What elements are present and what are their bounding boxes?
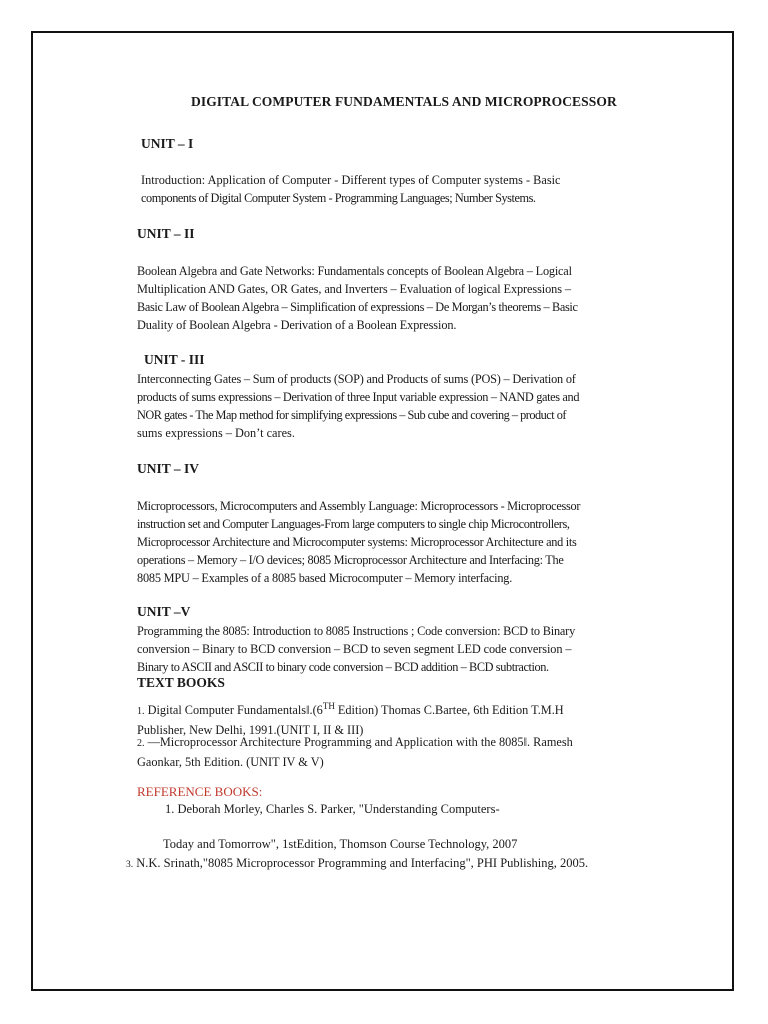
text-book-1-details: Edition) Thomas C.Bartee, 6th Edition T.M.H (334, 703, 564, 718)
unit-5-text (137, 622, 575, 676)
unit-4-line-4: operations – Memory – I/O devices; 8085 Microprocessor Architecture and Interfacing: The (137, 553, 564, 567)
unit-5-line-3: Binary to ASCII and ASCII to binary code conversion – BCD addition – BCD subtraction. (137, 660, 549, 674)
unit-3-heading: UNIT - III (144, 352, 205, 367)
text-book-2 (137, 733, 573, 771)
unit-2-line-4: Duality of Boolean Algebra - Derivation of a Boolean Expression. (137, 318, 457, 332)
text-book-2-number: 2. (137, 738, 145, 749)
unit-1-line-1: Introduction: Application of Computer - Different types of Computer systems - Basic (141, 173, 561, 187)
unit-4-heading: UNIT – IV (137, 461, 200, 476)
reference-book-3 (126, 856, 588, 871)
text-book-1-line-2: Publisher, New Delhi, 1991.(UNIT I, II & III) (137, 723, 364, 738)
unit-2-line-3: Basic Law of Boolean Algebra – Simplification of expressions – De Morgan’s theorems – Basic (137, 300, 578, 314)
unit-2-heading: UNIT – II (137, 226, 195, 241)
unit-4-line-3: Microprocessor Architecture and Microcomputer systems: Microprocessor Architecture and its (137, 535, 577, 549)
unit-3-line-3: NOR gates - The Map method for simplifying expressions – Sub cube and covering – product of (137, 408, 566, 422)
unit-2-text (137, 262, 578, 334)
reference-book-3-text: N.K. Srinath,"8085 Microprocessor Programming and Interfacing", PHI Publishing, 2005. (136, 856, 589, 870)
text-book-1-title: Digital Computer Fundamentals‖.(6 (147, 703, 323, 718)
unit-5-line-2: conversion – Binary to BCD conversion – BCD to seven segment LED code conversion – (137, 642, 572, 656)
reference-books-heading: REFERENCE BOOKS: (137, 784, 263, 799)
unit-3-line-2: products of sums expressions – Derivation of three Input variable expression – NAND gates and (137, 390, 580, 404)
text-book-1-edition-sup: TH (322, 701, 335, 711)
unit-5-line-1: Programming the 8085: Introduction to 8085 Instructions ; Code conversion: BCD to Binary (137, 624, 576, 638)
unit-1-heading: UNIT – I (141, 136, 194, 151)
text-books-heading: TEXT BOOKS (137, 675, 225, 690)
text-book-2-line-2: Gaonkar, 5th Edition. (UNIT IV & V) (137, 755, 324, 769)
unit-4-line-1: Microprocessors, Microcomputers and Assembly Language: Microprocessors - Microprocessor (137, 499, 581, 513)
unit-1-line-2: components of Digital Computer System - Programming Languages; Number Systems. (141, 191, 536, 205)
unit-4-line-2: instruction set and Computer Languages-From large computers to single chip Microcontrollers, (137, 517, 570, 531)
unit-4-text (137, 497, 580, 587)
unit-2-line-2: Multiplication AND Gates, OR Gates, and Inverters – Evaluation of logical Expressions – (137, 282, 571, 296)
unit-3-line-1: Interconnecting Gates – Sum of products (SOP) and Products of sums (POS) – Derivation of (137, 372, 576, 386)
unit-4-line-5: 8085 MPU – Examples of a 8085 based Microcomputer – Memory interfacing. (137, 571, 513, 585)
unit-2-line-1: Boolean Algebra and Gate Networks: Fundamentals concepts of Boolean Algebra – Logical (137, 264, 572, 278)
text-book-1-number: 1. (137, 706, 145, 718)
unit-1-text (141, 171, 561, 207)
reference-book-1-line-1: 1. Deborah Morley, Charles S. Parker, "Understanding Computers- (165, 802, 500, 816)
text-book-2-line-1: —Microprocessor Architecture Programming and Application with the 8085‖. Ramesh (147, 735, 573, 749)
unit-5-heading: UNIT –V (137, 604, 191, 619)
reference-book-1-line-2: Today and Tomorrow", 1stEdition, Thomson Course Technology, 2007 (163, 837, 518, 851)
unit-3-text (137, 370, 579, 442)
document-title: DIGITAL COMPUTER FUNDAMENTALS AND MICROPROCESSOR (191, 94, 617, 109)
unit-3-line-4: sums expressions – Don’t cares. (137, 426, 295, 440)
reference-book-3-number: 3. (126, 860, 134, 870)
